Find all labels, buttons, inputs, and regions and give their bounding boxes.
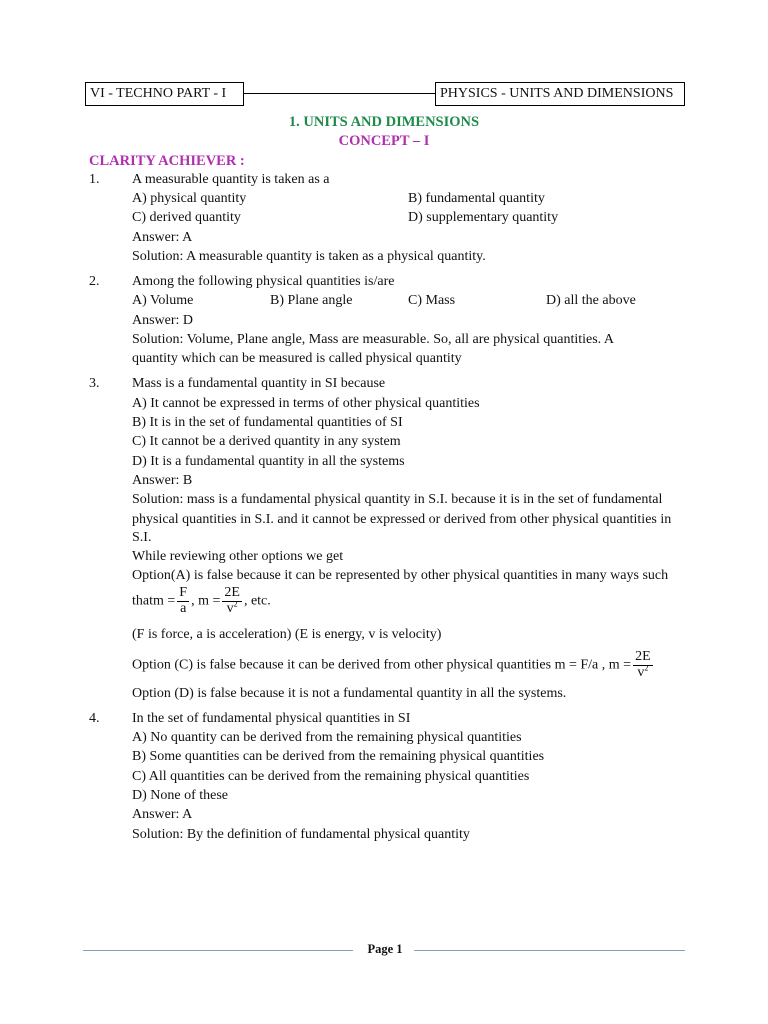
- fraction-2e-over-v2: [633, 650, 653, 680]
- footer-rule-left: [83, 950, 353, 951]
- concept-title: CONCEPT – I: [338, 133, 430, 149]
- answer: Answer: D: [132, 313, 194, 328]
- section-heading: CLARITY ACHIEVER :: [89, 153, 245, 169]
- solution-continued: Option (D) is false because it is not a fundamental quantity in all the systems.: [132, 686, 567, 701]
- solution-continued: quantity which can be measured is called physical quantity: [132, 351, 462, 366]
- chapter-title: 1. UNITS AND DIMENSIONS: [288, 114, 480, 130]
- fraction-denominator: [222, 599, 242, 617]
- question-number: 1.: [89, 172, 100, 187]
- option-b: B) Some quantities can be derived from the remaining physical quantities: [132, 749, 545, 764]
- fraction-2e-over-v2: [222, 586, 242, 616]
- option-a: A) physical quantity: [132, 191, 247, 206]
- option-a: A) Volume: [132, 293, 194, 308]
- equation-that: that: [132, 593, 153, 609]
- solution: Solution: Volume, Plane angle, Mass are measurable. So, all are physical quantities. A: [132, 332, 615, 347]
- question-number: 4.: [89, 711, 100, 726]
- solution-continued: While reviewing other options we get: [132, 549, 344, 564]
- equation-m2: m =: [198, 593, 221, 609]
- solution: Solution: A measurable quantity is taken as a physical quantity.: [132, 249, 486, 264]
- solution-continued: Option (C) is false because it can be derived from other physical quantities: [132, 657, 552, 673]
- question-text: In the set of fundamental physical quantities in SI: [132, 711, 411, 726]
- option-b: B) It is in the set of fundamental quantities of SI: [132, 415, 403, 430]
- superscript: 2: [644, 663, 649, 673]
- equation-m: m =: [153, 593, 176, 609]
- option-d: D) None of these: [132, 788, 229, 803]
- option-d: D) supplementary quantity: [408, 210, 559, 225]
- option-c: C) derived quantity: [132, 210, 241, 225]
- equation-line: [132, 586, 271, 616]
- option-b: B) Plane angle: [270, 293, 353, 308]
- option-c: C) All quantities can be derived from the remaining physical quantities: [132, 769, 530, 784]
- header-left-label: VI - TECHNO PART - I: [85, 82, 244, 106]
- question-text: A measurable quantity is taken as a: [132, 172, 330, 187]
- option-a: A) It cannot be expressed in terms of other physical quantities: [132, 396, 480, 411]
- fraction-numerator: F: [179, 585, 188, 600]
- fraction-v: v: [226, 600, 234, 616]
- footer-rule-right: [414, 950, 685, 951]
- equation-etc: , etc.: [243, 593, 271, 609]
- answer: Answer: B: [132, 473, 193, 488]
- equation-text: m = F/a , m =: [554, 657, 632, 673]
- option-b: B) fundamental quantity: [408, 191, 545, 206]
- answer: Answer: A: [132, 230, 193, 245]
- option-d: D) It is a fundamental quantity in all the systems: [132, 454, 405, 469]
- page-number: Page 1: [367, 942, 403, 956]
- option-c: C) Mass: [408, 293, 456, 308]
- question-number: 2.: [89, 274, 100, 289]
- solution: Solution: By the definition of fundamental physical quantity: [132, 827, 470, 842]
- equation-comma: ,: [191, 593, 195, 609]
- fraction-numerator: 2E: [224, 585, 240, 600]
- fraction-v: v: [637, 664, 645, 680]
- header-connector-line: [244, 93, 436, 94]
- option-c: C) It cannot be a derived quantity in any system: [132, 434, 401, 449]
- fraction-denominator: a: [180, 600, 187, 616]
- solution-continued: physical quantities in S.I. and it cannot be expressed or derived from other physical quantities in: [132, 512, 672, 527]
- page-header: [85, 82, 688, 106]
- superscript: 2: [233, 599, 238, 609]
- answer: Answer: A: [132, 807, 193, 822]
- question-number: 3.: [89, 376, 100, 391]
- solution-continued: S.I.: [132, 530, 152, 545]
- question-text: Mass is a fundamental quantity in SI because: [132, 376, 386, 391]
- fraction-f-over-a: [177, 586, 189, 616]
- equation-line: [132, 650, 655, 680]
- solution-continued: (F is force, a is acceleration) (E is energy, v is velocity): [132, 627, 442, 642]
- option-a: A) No quantity can be derived from the remaining physical quantities: [132, 730, 522, 745]
- question-text: Among the following physical quantities is/are: [132, 274, 395, 289]
- fraction-denominator: [633, 663, 653, 681]
- header-right-label: PHYSICS - UNITS AND DIMENSIONS: [435, 82, 685, 106]
- solution: Solution: mass is a fundamental physical quantity in S.I. because it is in the set of fundamental: [132, 492, 663, 507]
- solution-continued: Option(A) is false because it can be represented by other physical quantities in many ways such: [132, 568, 669, 583]
- fraction-numerator: 2E: [635, 649, 651, 664]
- option-d: D) all the above: [546, 293, 636, 308]
